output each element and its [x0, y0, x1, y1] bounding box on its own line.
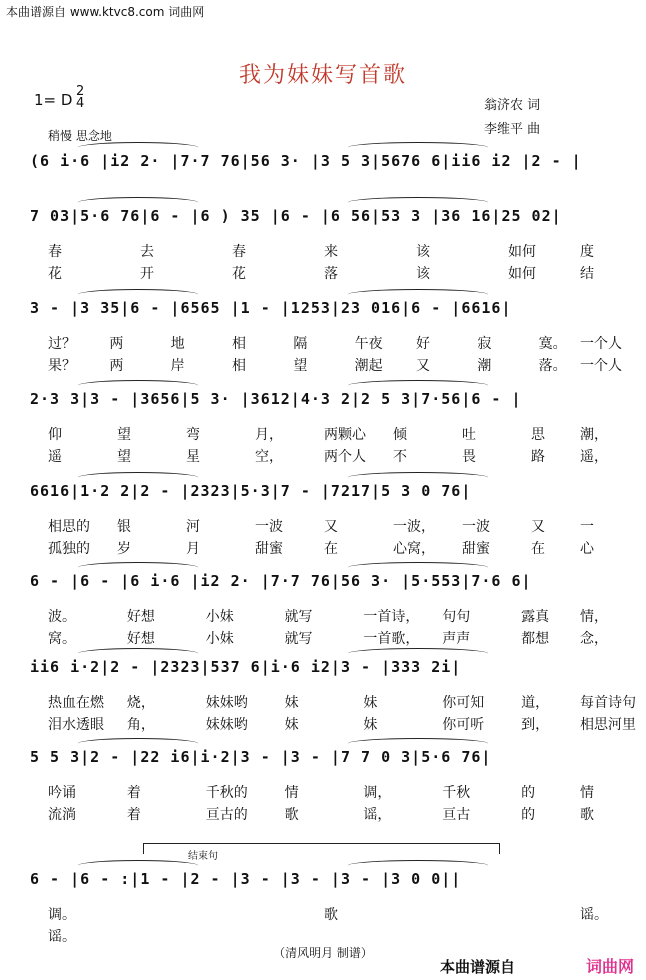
lyric-word: 小妹 [205, 609, 234, 625]
lyric-word: 该 [416, 244, 430, 260]
composer-credit: 李维平 曲 [484, 122, 541, 137]
lyric-word: 情 [284, 785, 299, 801]
slur-arc [348, 197, 488, 208]
lyric-word: 念， [580, 631, 608, 647]
lyric-word: 情 [580, 785, 594, 801]
notation-row: 6 - |6 - :|1 - |2 - |3 - |3 - |3 - |3 0 0|| [30, 870, 462, 888]
slur-arc [348, 289, 488, 300]
lyric-word: 歌 [284, 807, 299, 823]
lyric-word: 谣。 [48, 929, 76, 945]
slur-arc [348, 648, 488, 659]
lyric-word: 声声 [442, 631, 471, 647]
lyric-word: 潮 [477, 358, 492, 374]
lyric-word: 如何 [508, 266, 536, 282]
lyric-word: 相思河里 [580, 717, 636, 733]
lyric-word: 一个人 [580, 336, 622, 352]
lyric-word: 你可听 [442, 717, 485, 733]
lyric-word: 月， [255, 427, 283, 443]
lyricist-credit: 翁济农 词 [484, 98, 541, 113]
lyric-word: 空， [255, 449, 283, 465]
slur-arc [78, 562, 198, 573]
lyric-word: 吐 [462, 427, 476, 443]
logo-text-right: 词曲网 [586, 957, 635, 976]
slur-arc [78, 197, 198, 208]
slur-arc [78, 142, 198, 153]
slur-arc [348, 738, 488, 749]
lyric-word: 你可知 [442, 695, 485, 711]
lyric-word: 望 [117, 427, 131, 443]
lyric-word: 在 [324, 541, 338, 557]
lyric-word: 果？ [48, 358, 76, 374]
key-signature: 1= D [34, 91, 73, 109]
lyric-word: 一 [580, 519, 594, 535]
lyric-word: 相 [232, 336, 246, 352]
notation-row: ii6 i·2|2 - |2323|537 6|i·6 i2|3 - |333 2i| [30, 658, 462, 676]
site-header: 本曲谱源自 www.ktvc8.com 词曲网 [6, 5, 205, 19]
lyric-word: 过？ [48, 336, 76, 352]
notation-row: 2·3 3|3 - |3656|5 3· |3612|4·3 2|2 5 3|7·56|6 - | [30, 390, 522, 408]
lyric-word: 春 [48, 244, 62, 260]
lyric-word: 孤独的 [48, 541, 90, 557]
lyric-word: 又 [416, 358, 430, 374]
lyric-word: 寂 [477, 336, 492, 352]
lyric-word: 热血在燃 [48, 695, 104, 711]
slur-arc [348, 562, 488, 573]
lyric-word: 千秋 [442, 785, 471, 801]
lyric-word: 甜蜜 [255, 541, 283, 557]
lyric-word: 岸 [170, 358, 185, 374]
lyric-word: 情， [580, 609, 608, 625]
lyric-word: 妹妹哟 [205, 695, 248, 711]
lyric-word: 心窝， [393, 541, 435, 557]
lyric-word: 地 [170, 336, 185, 352]
lyric-word: 甜蜜 [462, 541, 490, 557]
lyric-word: 该 [416, 266, 430, 282]
lyric-word: 仰 [48, 427, 62, 443]
lyric-word: 两个人 [324, 449, 366, 465]
lyric-word: 畏 [462, 449, 476, 465]
song-title: 我为妹妹写首歌 [238, 63, 407, 88]
lyric-word: 又 [531, 519, 545, 535]
lyric-word: 露真 [521, 609, 550, 625]
lyric-word: 就写 [284, 631, 313, 647]
lyric-word: 月 [186, 541, 200, 557]
lyric-word: 一个人 [580, 358, 622, 374]
logo-text-left: 本曲谱源自 [440, 958, 516, 976]
notation-row: 6 - |6 - |6 i·6 |i2 2· |7·7 76|56 3· |5·553|7·6 6| [30, 572, 532, 590]
lyric-word: 千秋的 [205, 785, 248, 801]
lyric-word: 两 [109, 358, 124, 374]
lyric-word: 倾 [393, 427, 407, 443]
lyric-word: 去 [140, 244, 154, 260]
notation-row: 7 03|5·6 76|6 - |6 ) 35 |6 - |6 56|53 3 |36 16|25 02| [30, 207, 562, 225]
lyric-word: 都想 [521, 631, 550, 647]
notation-row: 6616|1·2 2|2 - |2323|5·3|7 - |7217|5 3 0 76| [30, 482, 472, 500]
lyric-word: 谣。 [580, 907, 608, 923]
lyric-word: 一波 [255, 519, 283, 535]
lyric-word: 妹妹哟 [205, 717, 248, 733]
lyric-word: 好想 [126, 631, 155, 647]
lyric-word: 午夜 [354, 336, 383, 352]
time-signature-bottom: 4 [76, 96, 85, 111]
lyric-word: 的 [521, 807, 536, 823]
lyric-word: 亘古的 [205, 807, 248, 823]
tempo-marking: 稍慢 思念地 [48, 129, 112, 143]
lyric-word: 波。 [48, 609, 76, 625]
slur-arc [78, 860, 198, 871]
lyric-word: 一首诗， [363, 609, 420, 625]
lyric-word: 开 [140, 266, 154, 282]
lyric-word: 烧， [126, 695, 155, 711]
time-signature-top: 2 [76, 84, 85, 99]
lyric-word: 道， [521, 695, 550, 711]
lyric-word: 落 [324, 266, 338, 282]
lyric-word: 的 [521, 785, 536, 801]
lyric-word: 一波 [462, 519, 490, 535]
lyric-word: 落。 [538, 358, 567, 374]
lyric-word: 每首诗句 [580, 695, 636, 711]
lyric-word: 心 [580, 541, 594, 557]
lyric-word: 妹 [363, 695, 378, 711]
lyric-word: 潮， [580, 427, 608, 443]
lyric-word: 潮起 [354, 358, 383, 374]
lyric-word: 一首歌， [363, 631, 420, 647]
lyric-word: 相思的 [48, 519, 90, 535]
lyric-word: 泪水透眼 [48, 717, 104, 733]
lyric-word: 寞。 [538, 336, 567, 352]
lyric-word: 着 [126, 807, 141, 823]
lyric-word: 小妹 [205, 631, 234, 647]
lyric-word: 句句 [442, 609, 471, 625]
lyric-word: 结 [580, 266, 594, 282]
lyric-word: 路 [531, 449, 545, 465]
lyric-word: 春 [232, 244, 246, 260]
lyric-word: 银 [117, 519, 131, 535]
notation-row: 5 5 3|2 - |22 i6|i·2|3 - |3 - |7 7 0 3|5·6 76| [30, 748, 492, 766]
lyric-word: 思 [531, 427, 545, 443]
lyric-word: 着 [126, 785, 141, 801]
lyric-word: 歌 [580, 807, 594, 823]
lyric-word: 两颗心 [324, 427, 366, 443]
slur-arc [348, 380, 488, 391]
lyric-word: 不 [393, 449, 407, 465]
lyric-word: 就写 [284, 609, 313, 625]
lyric-word: 遥 [48, 449, 62, 465]
lyric-word: 隔 [293, 336, 308, 352]
lyric-word: 吟诵 [48, 785, 76, 801]
lyric-word: 角， [126, 717, 155, 733]
lyric-word: 调， [363, 785, 392, 801]
lyric-word: 窝。 [48, 631, 76, 647]
lyric-word: 谣， [363, 807, 392, 823]
lyric-word: 在 [531, 541, 545, 557]
lyric-word: 好想 [126, 609, 155, 625]
lyric-word: 来 [324, 244, 338, 260]
lyric-word: 流淌 [48, 807, 76, 823]
lyric-word: 弯 [186, 427, 200, 443]
lyric-word: 花 [232, 266, 246, 282]
maker-credit: （清风明月 制谱） [273, 946, 373, 960]
slur-arc [78, 648, 198, 659]
notation-row: 3 - |3 35|6 - |6565 |1 - |1253|23 016|6 - |6616| [30, 299, 512, 317]
lyric-word: 调。 [48, 907, 76, 923]
ending-label: 结束句 [188, 851, 218, 862]
lyric-word: 到， [521, 717, 550, 733]
lyric-word: 歌 [324, 907, 338, 923]
slur-arc [78, 738, 198, 749]
slur-arc [348, 472, 488, 483]
slur-arc [78, 289, 198, 300]
lyric-word: 妹 [284, 695, 299, 711]
lyric-word: 好 [416, 336, 430, 352]
lyric-word: 星 [186, 449, 200, 465]
slur-arc [78, 380, 198, 391]
notation-row: (6 i·6 |i2 2· |7·7 76|56 3· |3 5 3|5676 6|ii6 i2 |2 - | [30, 152, 582, 170]
lyric-word: 两 [109, 336, 124, 352]
lyric-word: 妹 [284, 717, 299, 733]
slur-arc [78, 472, 198, 483]
lyric-word: 亘古 [442, 807, 471, 823]
lyric-word: 望 [293, 358, 308, 374]
time-signature [76, 86, 84, 110]
lyric-word: 度 [580, 244, 594, 260]
lyric-word: 花 [48, 266, 62, 282]
slur-arc [348, 860, 488, 871]
lyric-word: 望 [117, 449, 131, 465]
lyric-word: 妹 [363, 717, 378, 733]
lyric-word: 相 [232, 358, 246, 374]
lyric-word: 岁 [117, 541, 131, 557]
slur-arc [348, 142, 488, 153]
lyric-word: 遥， [580, 449, 608, 465]
lyric-word: 如何 [508, 244, 536, 260]
lyric-word: 一波， [393, 519, 435, 535]
lyric-word: 河 [186, 519, 200, 535]
lyric-word: 又 [324, 519, 338, 535]
